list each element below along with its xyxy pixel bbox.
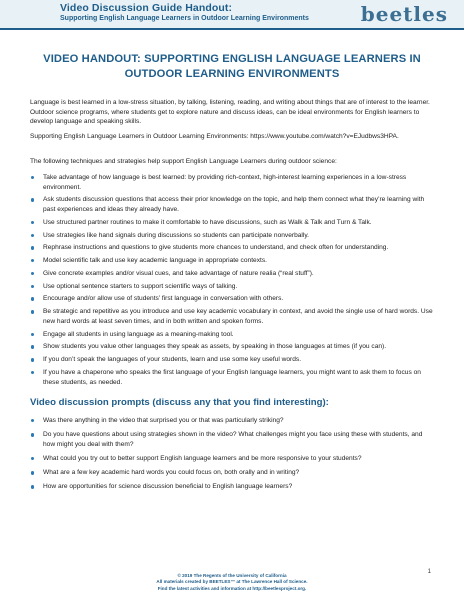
bullet-dot-icon	[31, 433, 34, 436]
strategy-item	[30, 330, 435, 340]
prompt-list	[30, 416, 435, 492]
strategy-item-text: Show students you value other languages they speak as assets, by speaking in those languages at times (if you can).	[43, 343, 387, 351]
bullet-dot-icon	[31, 285, 34, 288]
intro-paragraph: Language is best learned in a low-stress situation, by talking, listening, reading, and writing about things that are of interest to the learner. Outdoor science programs, where students get to explore nature and discuss ideas, can be ideal environments for English learners to develop language and speaking skills.	[30, 99, 430, 126]
footer-credits: All materials created by BEETLES™ at The Lawrence Hall of Science.	[156, 579, 308, 585]
bullet-dot-icon	[31, 234, 34, 237]
strategy-item	[30, 218, 435, 228]
strategy-item-text: Give concrete examples and/or visual cues, and take advantage of nature realia (“real stuff”).	[43, 269, 314, 277]
bullet-dot-icon	[31, 419, 34, 422]
page-title	[30, 52, 434, 82]
beetles-logo: beetles	[360, 2, 448, 26]
strategy-item-text: Ask students discussion questions that access their prior knowledge on the topic, and help them connect what they’re learning with past experiences and ideas they already have.	[43, 196, 425, 213]
bullet-dot-icon	[31, 198, 34, 201]
page-number: 1	[427, 569, 431, 575]
strategy-item	[30, 195, 435, 214]
bullet-dot-icon	[31, 485, 34, 488]
prompt-item	[30, 416, 435, 426]
strategy-item-text: Model scientific talk and use key academic language in appropriate contexts.	[43, 257, 267, 265]
strategy-item-text: Rephrase instructions and questions to give students more chances to understand, and check often for understanding.	[43, 244, 389, 252]
prompt-item	[30, 468, 435, 478]
strategy-item-text: Use optional sentence starters to support scientific ways of talking.	[43, 282, 238, 290]
footer-link: Find the latest activities and information at http://beetlesproject.org.	[157, 585, 307, 591]
strategy-item	[30, 173, 435, 192]
footer	[0, 573, 464, 592]
strategy-item-text: Use structured partner routines to make it comfortable to have discussions, such as Walk & Talk and Turn & Talk.	[43, 218, 372, 226]
strategy-item	[30, 231, 435, 241]
bullet-dot-icon	[31, 221, 34, 224]
bullet-dot-icon	[31, 471, 34, 474]
prompt-item-text: Do you have questions about using strategies shown in the video? What challenges might you face using these with students, and how might you deal with them?	[43, 431, 423, 448]
strategy-item-text: Be strategic and repetitive as you introduce and use key academic vocabulary in context, and avoid the single use of hard words. Use new hard words at least seven times, and in both written and spoken forms.	[43, 308, 433, 325]
bullet-dot-icon	[31, 358, 34, 361]
strategy-item	[30, 269, 435, 279]
video-link-paragraph: Supporting English Language Learners in Outdoor Learning Environments: https://www.youtube.com/watch?v=EJudbws3HPA.	[30, 132, 399, 140]
bullet-dot-icon	[31, 310, 34, 313]
prompt-item-text: What could you try out to better support English language learners and be more responsive to your students?	[43, 455, 362, 463]
bullet-dot-icon	[31, 333, 34, 336]
strategy-item	[30, 307, 435, 326]
strategy-item-text: Encourage and/or allow use of students’ first language in conversation with others.	[43, 295, 284, 303]
bullet-dot-icon	[31, 259, 34, 262]
strategy-item	[30, 355, 435, 365]
strategy-item-text: If you don’t speak the languages of your students, learn and use some key useful words.	[43, 356, 302, 364]
prompt-item-text: Was there anything in the video that surprised you or that was particularly striking?	[43, 417, 284, 425]
page-title-line1: VIDEO HANDOUT: SUPPORTING ENGLISH LANGUAGE LEARNERS IN	[43, 53, 421, 65]
strategy-list	[30, 173, 435, 387]
strategies-lead: The following techniques and strategies help support English Language Learners during outdoor science:	[30, 158, 337, 166]
strategy-item	[30, 256, 435, 266]
bullet-dot-icon	[31, 176, 34, 179]
strategy-item	[30, 368, 435, 387]
header-guide-title: Video Discussion Guide Handout:	[60, 2, 233, 14]
bullet-dot-icon	[31, 246, 34, 249]
header-band	[0, 0, 464, 30]
page-title-line2: OUTDOOR LEARNING ENVIRONMENTS	[124, 68, 340, 80]
prompt-item-text: What are a few key academic hard words you could focus on, both orally and in writing?	[43, 469, 300, 477]
bullet-dot-icon	[31, 371, 34, 374]
strategy-item-text: Take advantage of how language is best learned: by providing rich-context, high-interest learning experiences in a low-stress environment.	[43, 173, 407, 191]
header-subtitle: Supporting English Language Learners in Outdoor Learning Environments	[60, 15, 309, 22]
main-content	[30, 98, 435, 497]
prompt-item	[30, 430, 435, 449]
bullet-dot-icon	[31, 272, 34, 275]
strategy-item	[30, 342, 435, 352]
prompts-heading: Video discussion prompts (discuss any that you find interesting):	[30, 397, 329, 409]
strategy-item-text: Use strategies like hand signals during discussions so students can participate nonverbally.	[43, 231, 309, 239]
strategy-item-text: If you have a chaperone who speaks the first language of your English language learners, you might want to ask them to focus on these students, as needed.	[43, 368, 421, 386]
prompt-item	[30, 454, 435, 464]
prompt-item	[30, 482, 435, 492]
bullet-dot-icon	[31, 457, 34, 460]
strategy-item	[30, 243, 435, 253]
footer-copyright: © 2019 The Regents of the University of California	[177, 573, 287, 578]
bullet-dot-icon	[31, 345, 34, 348]
prompt-item-text: How are opportunities for science discussion beneficial to English language learners?	[43, 483, 293, 491]
strategy-item	[30, 282, 435, 292]
bullet-dot-icon	[31, 297, 34, 300]
strategy-item	[30, 294, 435, 304]
strategy-item-text: Engage all students in using language as a meaning-making tool.	[43, 330, 234, 338]
